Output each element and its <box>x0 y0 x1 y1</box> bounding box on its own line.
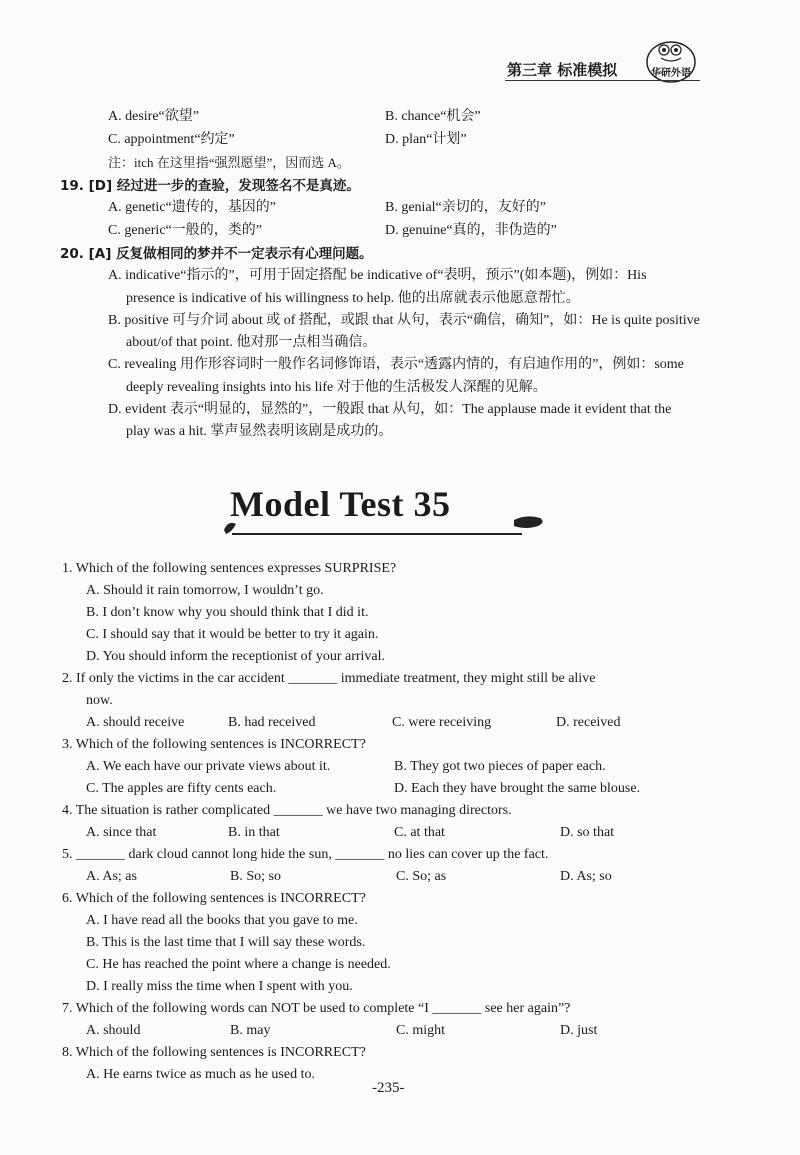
answer-option: B. chance“机会” <box>385 109 481 124</box>
answer-heading: 20. [A] 反复做相同的梦并不一定表示有心理问题。 <box>60 246 373 262</box>
question-option: C. at that <box>394 825 445 840</box>
question-stem: 6. Which of the following sentences is INCORRECT? <box>62 891 366 906</box>
question-option: B. had received <box>228 715 316 730</box>
question-option: B. This is the last time that I will say these words. <box>86 935 366 950</box>
publisher-logo <box>645 36 697 84</box>
question-option: C. I should say that it would be better to try it again. <box>86 627 379 642</box>
question-option: B. may <box>230 1023 271 1038</box>
header-rule <box>505 80 700 81</box>
answer-option: D. genuine“真的，非伪造的” <box>385 223 557 238</box>
question-option: A. I have read all the books that you gave to me. <box>86 913 358 928</box>
question-stem: 4. The situation is rather complicated _______ we have two managing directors. <box>62 803 512 818</box>
question-option: B. I don’t know why you should think that I did it. <box>86 605 369 620</box>
answer-option: C. appointment“约定” <box>108 132 235 147</box>
answer-explanation: A. indicative“指示的”，可用于固定搭配 be indicative of“表明，预示”(如本题)，例如：His <box>108 268 647 283</box>
answer-explanation: play was a hit. 掌声显然表明该剧是成功的。 <box>126 424 393 439</box>
answer-option: A. genetic“遗传的，基因的” <box>108 200 276 215</box>
question-stem-cont: now. <box>86 693 113 708</box>
question-stem: 3. Which of the following sentences is INCORRECT? <box>62 737 366 752</box>
question-option: B. in that <box>228 825 280 840</box>
question-option: A. He earns twice as much as he used to. <box>86 1067 315 1082</box>
question-option: C. might <box>396 1023 446 1038</box>
question-option: C. So; as <box>396 869 447 884</box>
question-stem: 7. Which of the following words can NOT be used to complete “I _______ see her again”? <box>62 1001 571 1016</box>
answer-option: C. generic“一般的，类的” <box>108 223 262 238</box>
question-option: B. So; so <box>230 869 281 884</box>
page-number: -235- <box>372 1080 405 1096</box>
question-option: D. received <box>556 715 621 730</box>
answer-explanation: deeply revealing insights into his life 对于他的生活极发人深醒的见解。 <box>126 380 547 395</box>
question-stem: 1. Which of the following sentences expresses SURPRISE? <box>62 561 397 576</box>
question-option: D. just <box>560 1023 598 1038</box>
question-stem: 2. If only the victims in the car accident _______ immediate treatment, they might still be alive <box>62 671 596 686</box>
question-stem: 5. _______ dark cloud cannot long hide the sun, _______ no lies can cover up the fact. <box>62 847 549 862</box>
question-option: D. so that <box>560 825 615 840</box>
answer-note: 注：itch 在这里指“强烈愿望”，因而选 A。 <box>108 155 350 170</box>
answer-option: A. desire“欲望” <box>108 109 199 124</box>
question-option: A. We each have our private views about it. <box>86 759 331 774</box>
chapter-header: 第三章 标准模拟 <box>507 61 618 79</box>
answer-explanation: D. evident 表示“明显的，显然的”，一般跟 that 从句，如：The applause made it evident that the <box>108 402 672 417</box>
question-option: A. As; as <box>86 869 137 884</box>
answer-heading: 19. [D] 经过进一步的查验，发现签名不是真迹。 <box>60 178 360 194</box>
answer-explanation: B. positive 可与介词 about 或 of 搭配，或跟 that 从句，表示“确信，确知”，如：He is quite positive <box>108 313 700 328</box>
answer-explanation: presence is indicative of his willingness to help. 他的出席就表示他愿意帮忙。 <box>126 291 580 306</box>
question-option: A. should <box>86 1023 141 1038</box>
question-option: D. As; so <box>560 869 612 884</box>
answer-explanation: C. revealing 用作形容词时一般作名词修饰语，表示“透露内情的，有启迪作用的”，例如：some <box>108 357 684 372</box>
question-option: D. Each they have brought the same blouse. <box>394 781 641 796</box>
question-option: C. were receiving <box>392 715 492 730</box>
logo-text: 华研外语 <box>651 68 691 79</box>
question-option: D. You should inform the receptionist of your arrival. <box>86 649 386 664</box>
question-option: A. since that <box>86 825 157 840</box>
answer-option: D. plan“计划” <box>385 132 467 147</box>
question-option: B. They got two pieces of paper each. <box>394 759 606 774</box>
question-stem: 8. Which of the following sentences is INCORRECT? <box>62 1045 366 1060</box>
question-option: C. He has reached the point where a change is needed. <box>86 957 391 972</box>
answer-explanation: about/of that point. 他对那一点相当确信。 <box>126 335 377 350</box>
answer-option: B. genial“亲切的，友好的” <box>385 200 546 215</box>
question-option: A. should receive <box>86 715 185 730</box>
question-option: D. I really miss the time when I spent with you. <box>86 979 353 994</box>
question-option: A. Should it rain tomorrow, I wouldn’t go. <box>86 583 324 598</box>
question-option: C. The apples are fifty cents each. <box>86 781 277 796</box>
section-title: Model Test 35 <box>230 484 451 524</box>
